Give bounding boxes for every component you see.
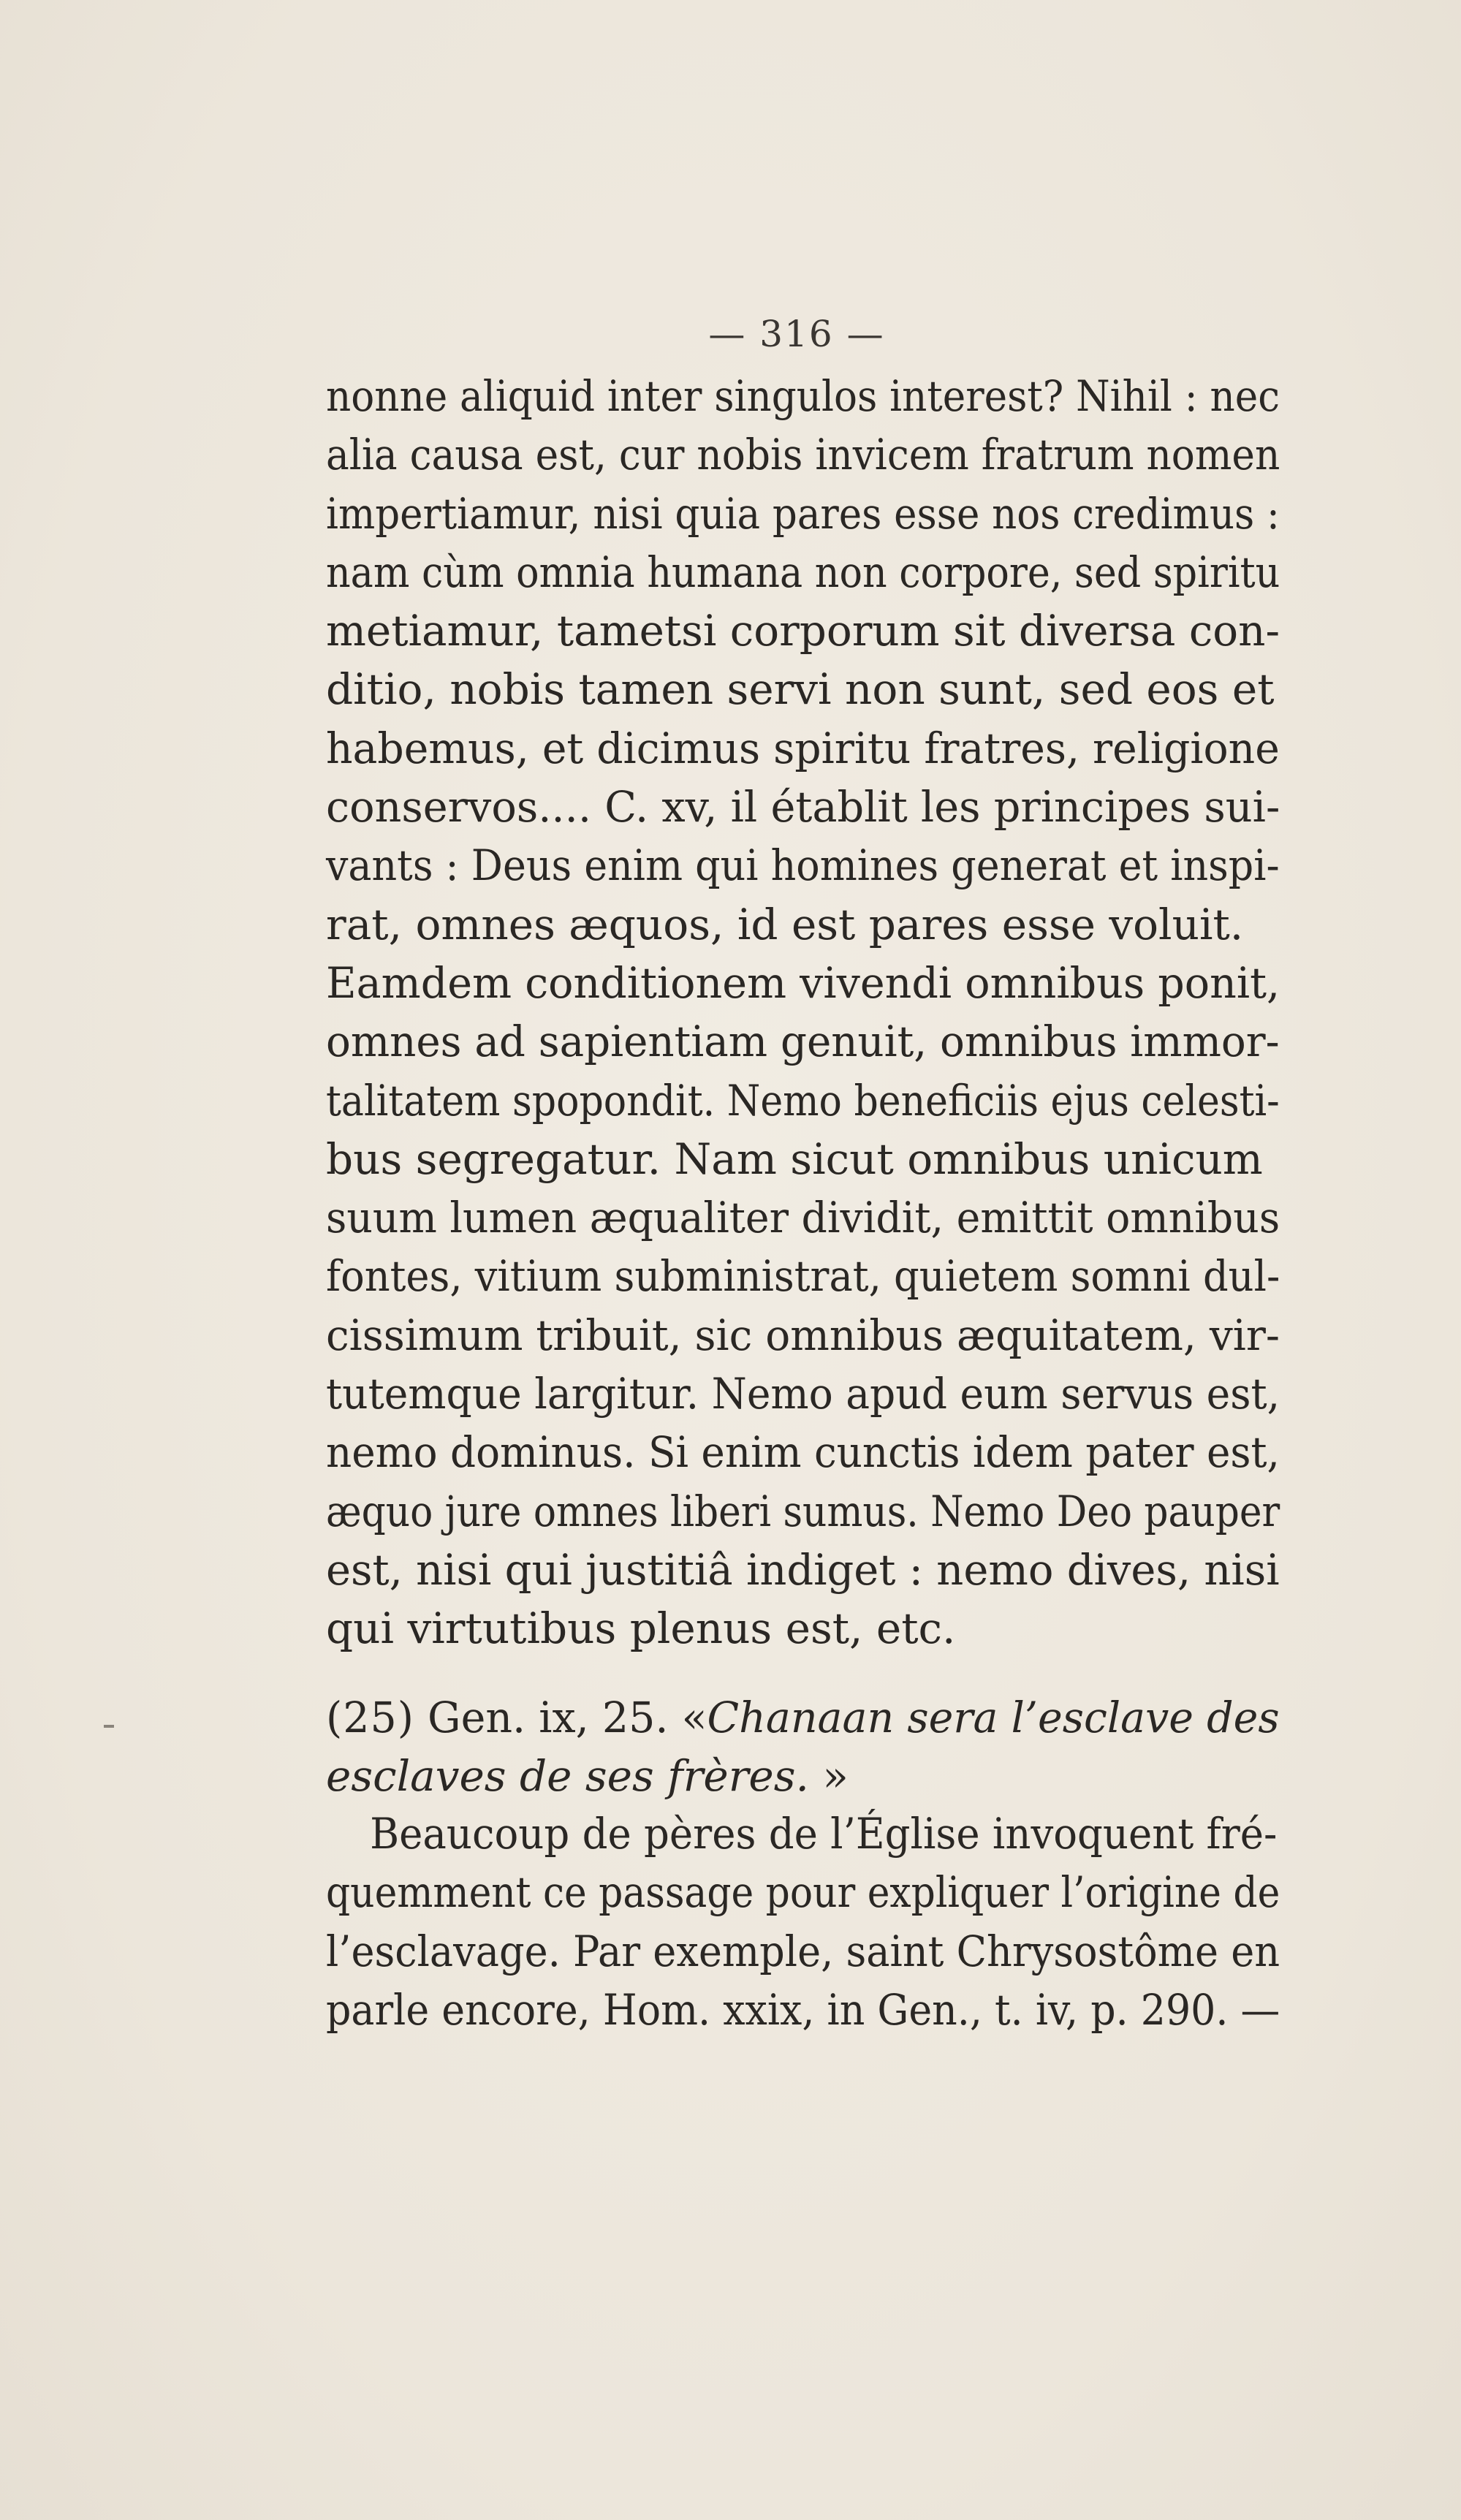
- text-line: alia causa est, cur nobis invicem fratrum nomen: [326, 430, 1280, 480]
- note-quote-part-1: Chanaan sera l’esclave des: [707, 1693, 1280, 1742]
- margin-mark: [104, 1725, 114, 1728]
- text-line: vants : Deus enim qui homines generat et inspi-: [326, 840, 1280, 891]
- text-line: suum lumen æqualiter dividit, emittit omnibus: [326, 1193, 1280, 1243]
- text-line: nemo dominus. Si enim cunctis idem pater est,: [326, 1427, 1280, 1478]
- latin-quotation-paragraph: [326, 367, 1280, 1658]
- page-number: — 316 —: [708, 313, 885, 355]
- text-line: conservos.... C. xv, il établit les principes sui-: [326, 782, 1280, 832]
- text-line: fontes, vitium subministrat, quietem somni dul-: [326, 1251, 1280, 1302]
- note-quote-part-2: esclaves de ses frères.: [326, 1751, 809, 1802]
- note-heading-line: [326, 1688, 1280, 1747]
- text-line: Eamdem conditionem vivendi omnibus ponit,: [326, 957, 1280, 1008]
- text-line: æquo jure omnes liberi sumus. Nemo Deo pauper: [326, 1486, 1280, 1536]
- text-line: habemus, et dicimus spiritu fratres, religione: [326, 723, 1280, 773]
- text-line: cissimum tribuit, sic omnibus æquitatem, vir-: [326, 1310, 1280, 1360]
- close-quote: »: [822, 1751, 849, 1802]
- text-line: ditio, nobis tamen servi non sunt, sed eos et: [326, 664, 1275, 715]
- note-reference: Gen. ix, 25.: [428, 1693, 669, 1742]
- commentary-paragraph: [326, 1804, 1280, 2039]
- text-line: impertiamur, nisi quia pares esse nos credimus :: [326, 488, 1280, 539]
- text-line: l’esclavage. Par exemple, saint Chrysostôme en: [326, 1926, 1280, 1976]
- text-line: nam cùm omnia humana non corpore, sed spiritu: [326, 547, 1280, 597]
- text-line: talitatem spopondit. Nemo beneficiis ejus celesti-: [326, 1075, 1280, 1126]
- text-line: tutemque largitur. Nemo apud eum servus est,: [326, 1369, 1280, 1419]
- note-number: (25): [326, 1693, 414, 1742]
- text-line: Beaucoup de pères de l’Église invoquent fré-: [370, 1809, 1278, 1859]
- text-line: qui virtutibus plenus est, etc.: [326, 1604, 956, 1654]
- text-line: quemment ce passage pour expliquer l’origine de: [326, 1867, 1280, 1918]
- text-line: est, nisi qui justitiâ indiget : nemo dives, nisi: [326, 1544, 1280, 1595]
- note-25: [326, 1688, 1280, 1806]
- note-quote-line: [326, 1747, 1280, 1805]
- text-line: nonne aliquid inter singulos interest? Nihil : nec: [326, 371, 1280, 421]
- text-line: metiamur, tametsi corporum sit diversa con-: [326, 606, 1280, 656]
- text-line: omnes ad sapientiam genuit, omnibus immor-: [326, 1017, 1280, 1067]
- open-quote: «: [681, 1693, 707, 1742]
- text-line: parle encore, Hom. xxix, in Gen., t. iv, p. 290. —: [326, 1984, 1280, 2035]
- text-line: rat, omnes æquos, id est pares esse voluit.: [326, 899, 1244, 949]
- text-line: bus segregatur. Nam sicut omnibus unicum: [326, 1134, 1263, 1184]
